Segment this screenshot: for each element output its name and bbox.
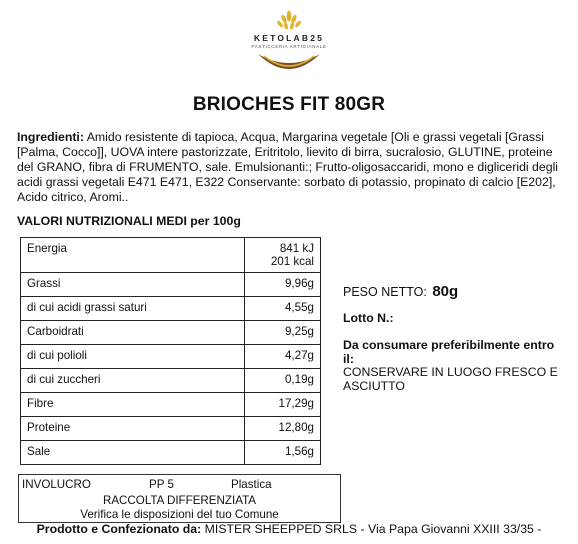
table-row	[21, 417, 321, 441]
storage-instructions: CONSERVARE IN LUOGO FRESCO E ASCIUTTO	[343, 365, 558, 393]
table-row	[21, 273, 321, 297]
table-row	[21, 369, 321, 393]
product-title: BRIOCHES FIT 80GR	[192, 94, 386, 115]
producer-info	[0, 522, 578, 536]
table-row	[21, 441, 321, 465]
nutrient-value: 9,25g	[245, 321, 321, 345]
nutrition-table	[20, 237, 321, 465]
nutrient-value: 0,19g	[245, 369, 321, 393]
producer-text: MISTER SHEEPPED SRLS - Via Papa Giovanni XXIII 33/35 -	[201, 522, 542, 536]
nutrient-name: di cui acidi grassi saturi	[21, 297, 245, 321]
packaging-code: PP 5	[149, 478, 174, 491]
ingredients-text: Amido resistente di tapioca, Acqua, Margarina vegetale [Oli e grassi vegetali [Grassi [Palma, Cocco]], UOVA intere pastorizzate, Eritritolo, lievito di birra, sucralosio, GLUTINE, proteine del GRANO, fibra di FRUMENTO, sale. Emulsionanti:; Frutto-oligosaccaridi, mono e digliceridi degli acidi grassi vegetali E471 E471, E322 Conservante: sorbato di potassio, propinato di calcio [E202], Acido citrico, Aromi..	[17, 130, 559, 204]
nutrition-heading: VALORI NUTRIZIONALI MEDI per 100g	[17, 214, 241, 228]
nutrient-name: Grassi	[21, 273, 245, 297]
recycling-note: Verifica le disposizioni del tuo Comune	[80, 508, 279, 521]
table-row	[21, 345, 321, 369]
energy-kcal: 201 kcal	[270, 255, 314, 268]
best-before: Da consumare preferibilmente entro il:	[343, 338, 555, 366]
brand-logo	[246, 6, 332, 78]
nutrient-name: Proteine	[21, 417, 245, 441]
nutrient-name: di cui zuccheri	[21, 369, 245, 393]
brand-subtitle: PASTICCERIA ARTIGIANALE	[251, 44, 327, 49]
brand-name: KETOLAB25	[253, 33, 325, 43]
nutrient-value: 4,27g	[245, 345, 321, 369]
recycling-box	[18, 474, 341, 523]
nutrient-value: 1,56g	[245, 441, 321, 465]
energy-kj: 841 kJ	[279, 242, 314, 255]
nutrient-name: Fibre	[21, 393, 245, 417]
ingredients-block	[17, 130, 562, 205]
net-weight-label: PESO NETTO:	[343, 285, 427, 299]
producer-label: Prodotto e Confezionato da:	[36, 522, 202, 536]
ingredients-label: Ingredienti:	[17, 130, 84, 144]
nutrient-value: 4,55g	[245, 297, 321, 321]
nutrient-name: di cui polioli	[21, 345, 245, 369]
lot-number: Lotto N.:	[343, 311, 394, 325]
table-row	[21, 238, 321, 273]
recycling-row	[19, 478, 340, 493]
nutrient-value: 17,29g	[245, 393, 321, 417]
net-weight	[343, 283, 458, 300]
recycling-instruction: RACCOLTA DIFFERENZIATA	[102, 494, 257, 507]
nutrient-name: Carboidrati	[21, 321, 245, 345]
net-weight-value: 80g	[432, 283, 459, 300]
table-row	[21, 393, 321, 417]
table-row	[21, 321, 321, 345]
table-row	[21, 297, 321, 321]
nutrient-name: Sale	[21, 441, 245, 465]
packaging-item: INVOLUCRO	[22, 478, 91, 491]
nutrient-name: Energia	[21, 238, 245, 273]
nutrient-value: 12,80g	[245, 417, 321, 441]
packaging-material: Plastica	[231, 478, 272, 491]
nutrient-value	[245, 238, 321, 273]
nutrient-value: 9,96g	[245, 273, 321, 297]
